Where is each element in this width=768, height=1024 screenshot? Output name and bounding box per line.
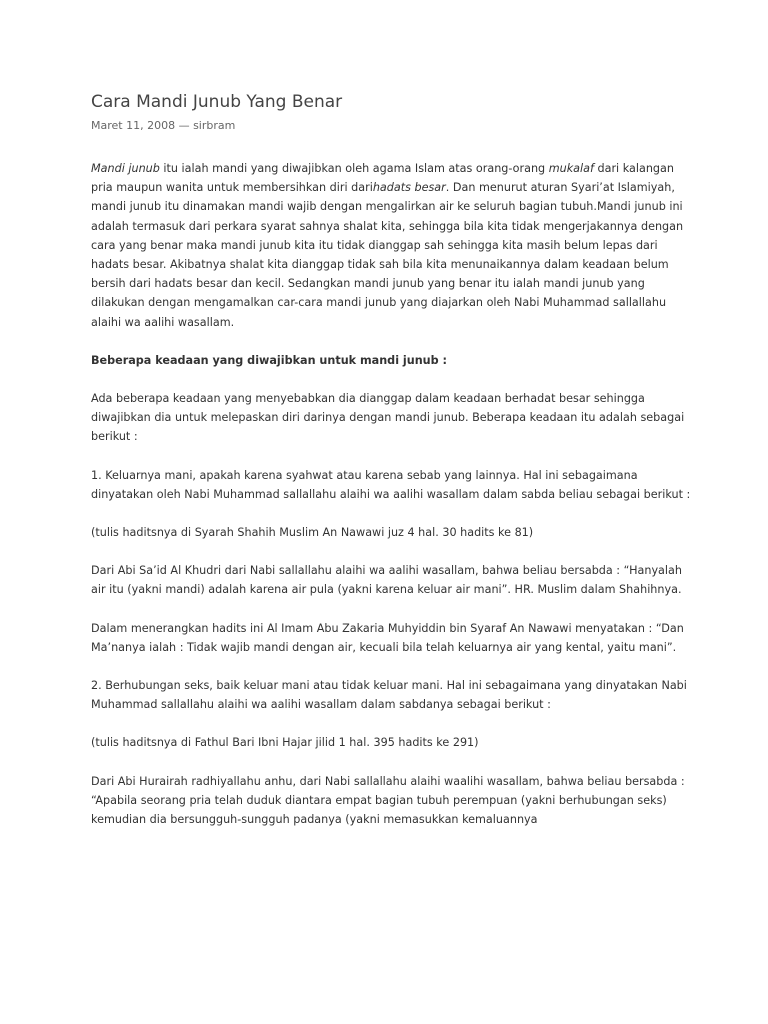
paragraph-hadith-ref-1: (tulis haditsnya di Syarah Shahih Muslim An Nawawi juz 4 hal. 30 hadits ke 81) (91, 526, 534, 540)
paragraph-hadith-ref-2: (tulis haditsnya di Fathul Bari Ibni Hajar jilid 1 hal. 395 hadits ke 291) (91, 736, 479, 750)
intro-text-1: itu ialah mandi yang diwajibkan oleh agama Islam atas orang-orang (159, 162, 549, 175)
paragraph-hadith-2: Dari Abi Hurairah radhiyallahu anhu, dari Nabi sallallahu alaihi waalihi wasallam, bahwa beliau bersabda : “Apabila seorang pria telah duduk diantara empat bagian tubuh perempuan (yakni berhubungan seks) kemudian dia bersungguh-sungguh padanya (yakni memasukkan kemaluannya (91, 774, 685, 827)
section-heading: Beberapa keadaan yang diwajibkan untuk mandi junub : (91, 353, 448, 367)
paragraph-point-2: 2. Berhubungan seks, baik keluar mani atau tidak keluar mani. Hal ini sebagaimana yang dinyatakan Nabi Muhammad sallallahu alaihi wa aalihi wasallam dalam sabdanya sebagai berikut : (91, 679, 687, 712)
article-meta: Maret 11, 2008 — sirbram (91, 119, 236, 132)
paragraph-hadith-1: Dari Abi Sa’id Al Khudri dari Nabi sallallahu alaihi wa aalihi wasallam, bahwa beliau bersabda : “Hanyalah air itu (yakni mandi) adalah karena air pula (yakni karena keluar air mani”. HR. Muslim dalam Shahihnya. (91, 564, 682, 597)
intro-paragraph (91, 159, 691, 332)
intro-term-mukalaf: mukalaf (548, 162, 594, 175)
paragraph-point-1: 1. Keluarnya mani, apakah karena syahwat atau karena sebab yang lainnya. Hal ini sebagaimana dinyatakan oleh Nabi Muhammad sallallahu alaihi wa aalihi wasallam dalam sabda beliau sebagai berikut : (91, 468, 691, 501)
paragraph-conditions: Ada beberapa keadaan yang menyebabkan dia dianggap dalam keadaan berhadat besar sehingga diwajibkan dia untuk melepaskan diri darinya dengan mandi junub. Beberapa keadaan itu adalah sebagai berikut : (91, 392, 685, 444)
intro-term-hadats-besar: hadats besar (372, 181, 446, 195)
article-title: Cara Mandi Junub Yang Benar (91, 92, 343, 112)
article (91, 90, 691, 829)
intro-text-3: . Dan menurut aturan Syari’at Islamiyah, mandi junub itu dinamakan mandi wajib dengan mengalirkan air ke seluruh bagian tubuh.Mandi junub ini adalah termasuk dari perkara syarat sahnya shalat kita, sehingga bila kita tidak mengerjakannya dengan cara yang benar maka mandi junub kita itu tidak dianggap sah sehingga kita masih belum lepas dari hadats besar. Akibatnya shalat kita dianggap tidak sah bila kita menunaikannya dalam keadaan belum bersih dari hadats besar dan kecil. Sedangkan mandi junub yang benar itu ialah mandi junub yang dilakukan dengan mengamalkan car-cara mandi junub yang diajarkan oleh Nabi Muhammad sallallahu alaihi wa aalihi wasallam. (91, 181, 684, 329)
intro-text-2: dari kalangan pria maupun wanita untuk membersihkan diri dari (91, 162, 674, 195)
intro-term-mandi-junub: Mandi junub (91, 162, 160, 175)
paragraph-nawawi: Dalam menerangkan hadits ini Al Imam Abu Zakaria Muhyiddin bin Syaraf An Nawawi menyatakan : “Dan Ma’nanya ialah : Tidak wajib mandi dengan air, kecuali bila telah keluarnya air yang kental, yaitu mani”. (91, 621, 684, 654)
